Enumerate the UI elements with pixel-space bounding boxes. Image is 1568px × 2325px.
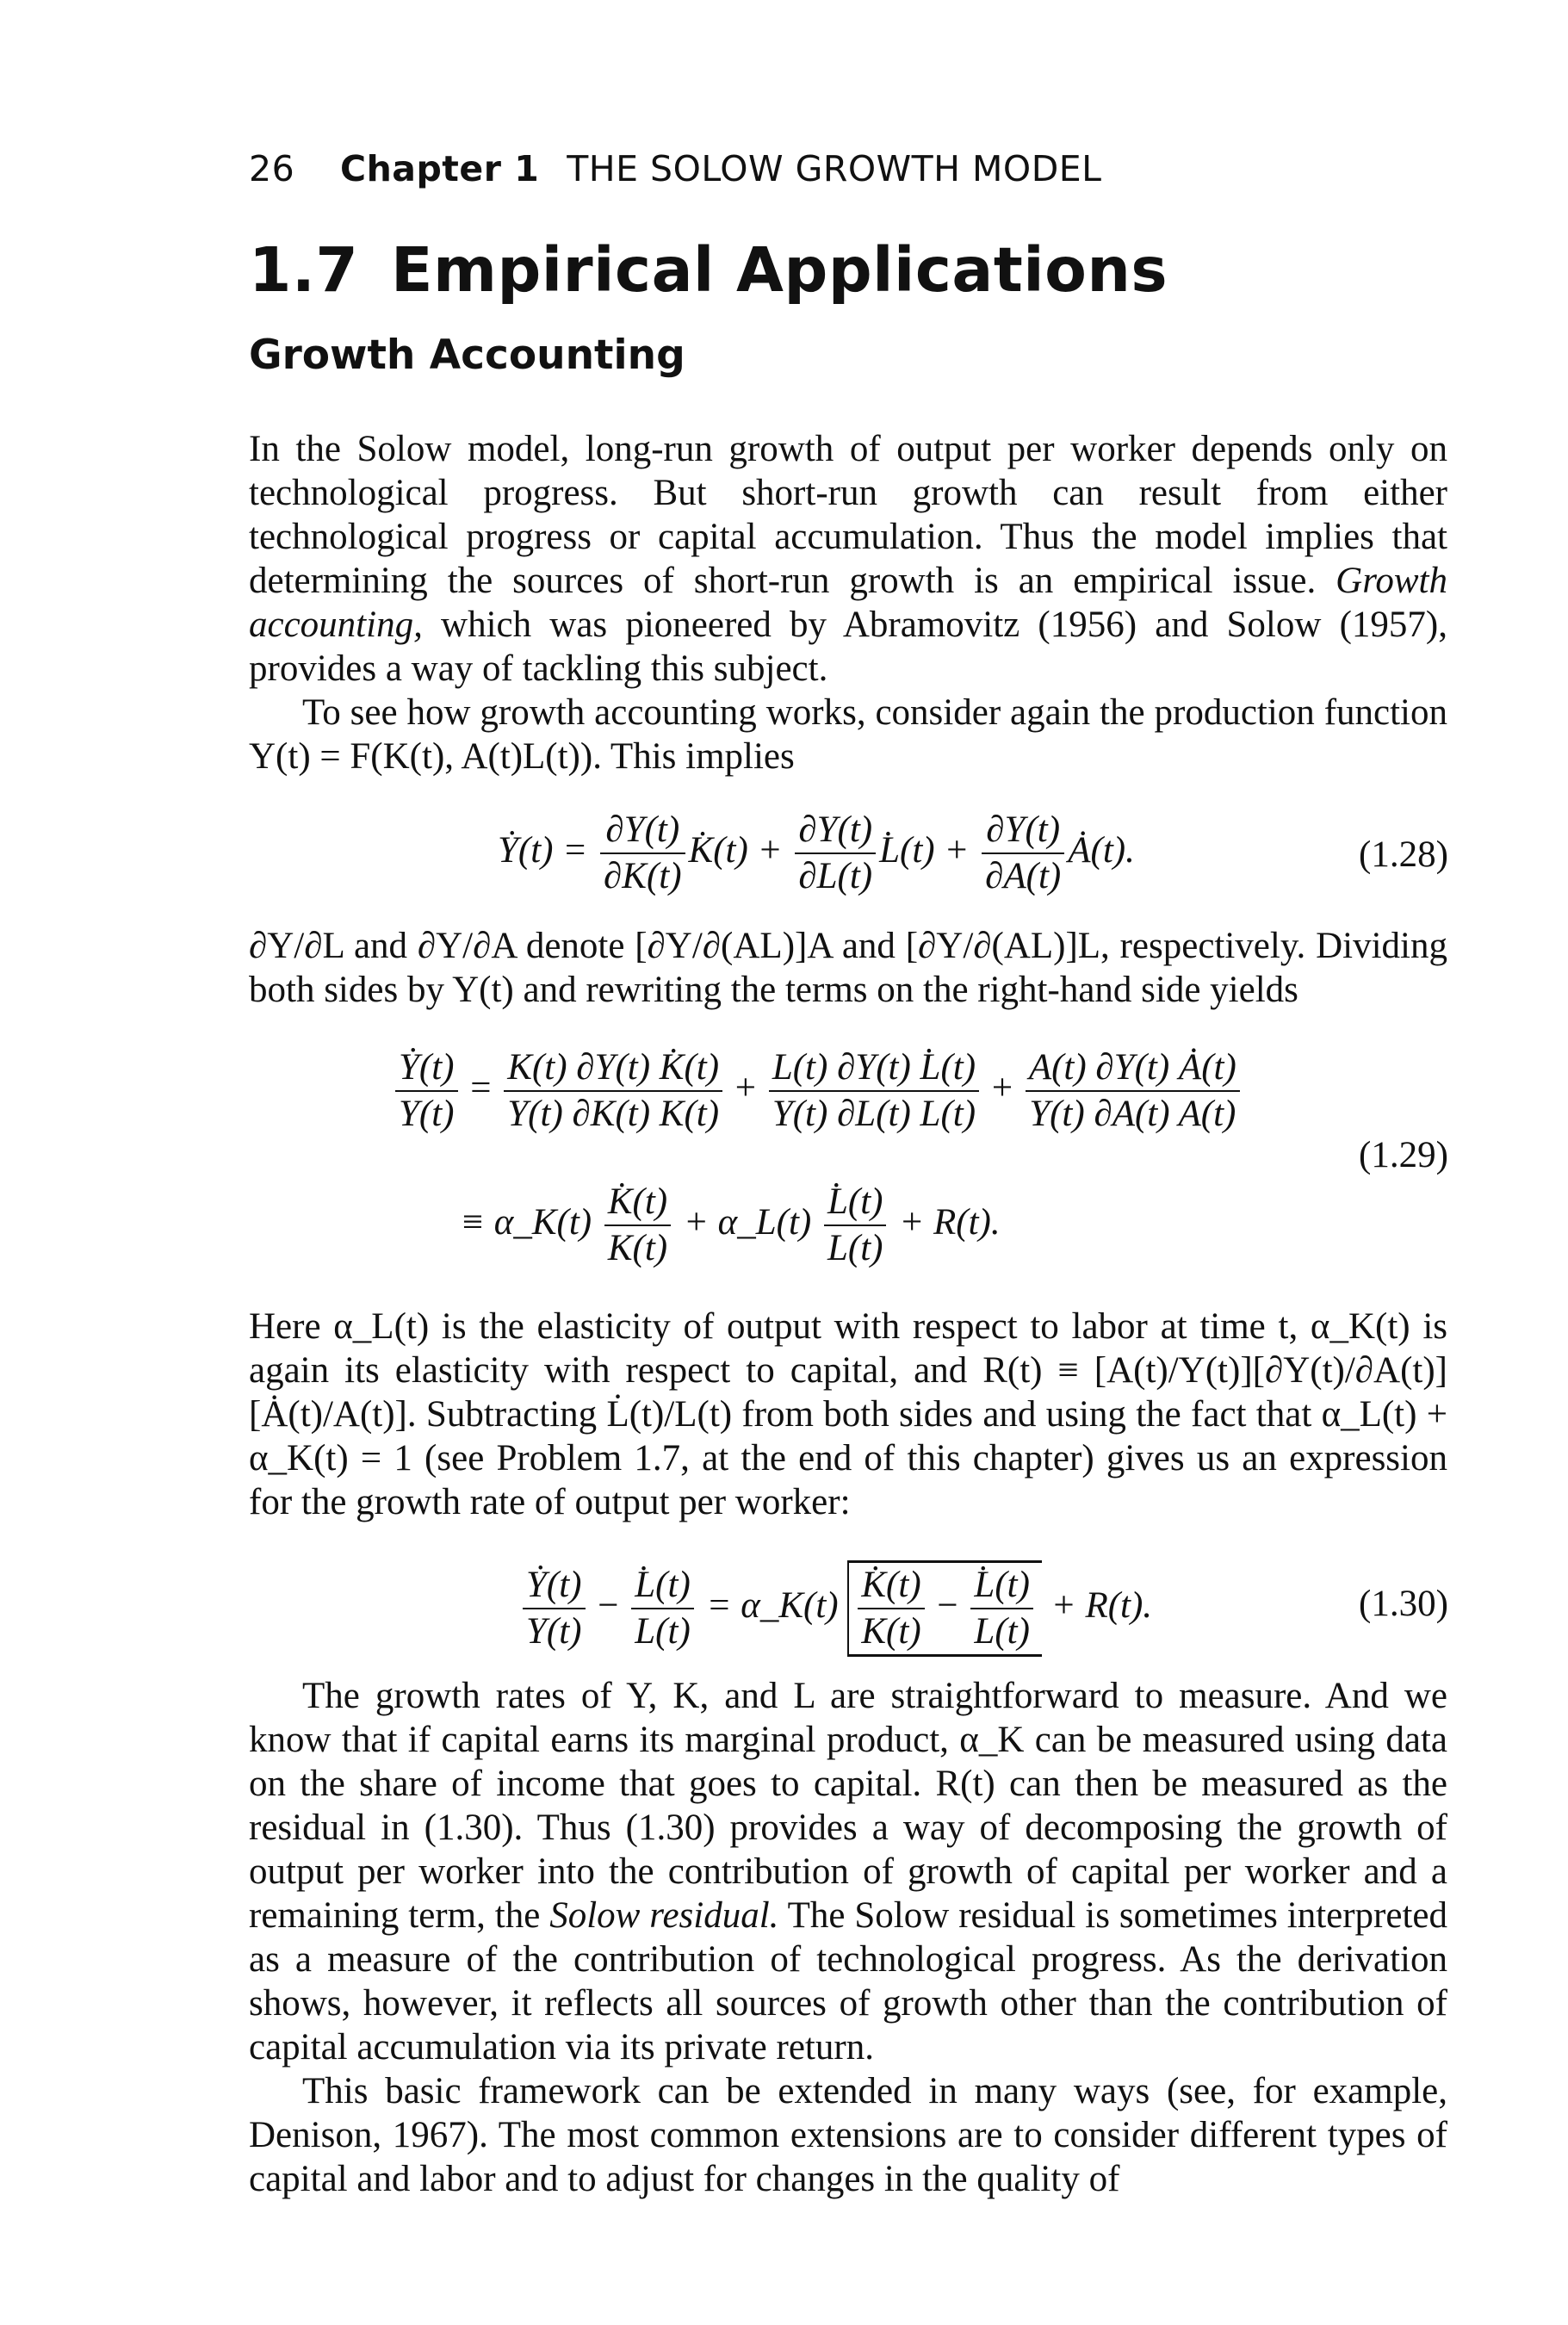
page-number: 26: [249, 148, 295, 189]
eq128-lhs: Ẏ(t) =: [498, 829, 588, 871]
body-block-4: [249, 1674, 1447, 2201]
eq128-term3-frac: $\frac{\partial Y(t)}{\partial A(t)}$: [982, 808, 1064, 899]
paragraph-intro: In the Solow model, long-run growth of output per worker depends only on technological progress. But short-run growth can result from either technological progress or capital accumulation. Thus the model implies that determining the sources of short-run growth is an empirical issue. Growth accounting, which was pioneered by Abramovitz (1956) and Solow (1957), provides a way of tackling this subject.: [249, 429, 1447, 689]
section-heading: Empirical Applications: [391, 234, 1168, 306]
paragraph-extensions: This basic framework can be extended in many ways (see, for example, Denison, 1967). The most common extensions are to consider different types of capital and labor and to adjust for changes in the quality of: [249, 2071, 1447, 2199]
paragraph-production-function: To see how growth accounting works, consider again the production function Y(t) = F(K(t), A(t)L(t)). This implies: [249, 692, 1447, 777]
equation-number-1-30: (1.30): [1359, 1584, 1448, 1624]
eq130-labor-growth: $\frac{L̇(t)}{L(t)}$: [631, 1563, 694, 1654]
eq128-term1-frac: $\frac{\partial Y(t)}{\partial K(t)}$: [600, 808, 685, 899]
running-head: [249, 148, 1102, 189]
eq129-labor-growth: $\frac{L̇(t)}{L(t)}$: [824, 1180, 887, 1271]
section-title: [249, 234, 1168, 306]
paragraph-dividing: ∂Y/∂L and ∂Y/∂A denote [∂Y/∂(AL)]A and [∂Y/∂(AL)]L, respectively. Dividing both sides by Y(t) and rewriting the terms on the right-hand side yields: [249, 926, 1447, 1010]
eq129-technology-term: $\frac{A(t) \partial Y(t) Ȧ(t)}{Y(t) \partial A(t) A(t)}$: [1026, 1045, 1240, 1137]
eq129-capital-growth: $\frac{K̇(t)}{K(t)}$: [604, 1180, 671, 1271]
eq129-lhs-frac: $\frac{\text{Ẏ(t)}}{Y(t)}$: [395, 1045, 458, 1137]
chapter-label: Chapter 1: [340, 148, 540, 189]
eq128-term2-frac: $\frac{\partial Y(t)}{\partial L(t)}$: [795, 808, 876, 899]
term-solow-residual: Solow residual.: [549, 1895, 779, 1936]
body-block-2: [249, 924, 1447, 1012]
eq129-labor-term: $\frac{L(t) \partial Y(t) L̇(t)}{Y(t) \partial L(t) L(t)}$: [769, 1045, 979, 1137]
equation-1-29-line2: ≡ α_K(t) $\frac{K̇(t)}{K(t)}$ + α_L(t) $\frac{L̇(t)}{L(t)}$ + R(t).: [460, 1180, 1001, 1271]
eq130-output-growth: $\frac{\text{Ẏ(t)}}{Y(t)}$: [523, 1563, 586, 1654]
body-block-1: [249, 427, 1447, 778]
eq130-bracket: $\frac{K̇(t)}{K(t)}$ − $\frac{L̇(t)}{L(t)}$: [847, 1560, 1042, 1657]
equation-1-29-line1: $\frac{\text{Ẏ(t)}}{Y(t)}$ = $\frac{K(t) \partial Y(t) K̇(t)}{Y(t) \partial K(t) K(t)}$ + $\frac{L(t) \partial Y(t) L̇(t)}{Y(t) \partial L(t) L(t)}$ + $\frac{A(t) \partial Y(t) Ȧ(t)}{Y(t) \partial A(t) A(t)}$: [392, 1045, 1243, 1137]
equation-1-28: Ẏ(t) = $\frac{\partial Y(t)}{\partial K(t)}$ K̇(t) + $\frac{\partial Y(t)}{\partial L(t)}$ L̇(t) + $\frac{\partial Y(t)}{\partial A(t)}$ Ȧ(t).: [498, 808, 1135, 899]
term-growth-accounting: Growth accounting,: [249, 561, 1447, 645]
paragraph-solow-residual: The growth rates of Y, K, and L are straightforward to measure. And we know that if capital earns its marginal product, α_K can be measured using data on the share of income that goes to capital. R(t) can then be measured as the residual in (1.30). Thus (1.30) provides a way of decomposing the growth of output per worker into the contribution of growth of capital per worker and a remaining term, the Solow residual. The Solow residual is sometimes interpreted as a measure of the contribution of technological progress. As the derivation shows, however, it reflects all sources of growth other than the contribution of capital accumulation via its private return.: [249, 1676, 1447, 2068]
eq130-capital-growth: $\frac{K̇(t)}{K(t)}$: [858, 1563, 924, 1654]
paragraph-elasticities: Here α_L(t) is the elasticity of output with respect to labor at time t, α_K(t) is again its elasticity with respect to capital, and R(t) ≡ [A(t)/Y(t)][∂Y(t)/∂A(t)][Ȧ(t)/A(t)]. Subtracting L̇(t)/L(t) from both sides and using the fact that α_L(t) + α_K(t) = 1 (see Problem 1.7, at the end of this chapter) gives us an expression for the growth rate of output per worker:: [249, 1306, 1447, 1522]
equation-number-1-29: (1.29): [1359, 1135, 1448, 1175]
eq129-capital-term: $\frac{K(t) \partial Y(t) K̇(t)}{Y(t) \partial K(t) K(t)}$: [504, 1045, 722, 1137]
chapter-title: THE SOLOW GROWTH MODEL: [567, 148, 1102, 189]
eq130-labor-growth-2: $\frac{L̇(t)}{L(t)}$: [970, 1563, 1033, 1654]
section-number: 1.7: [249, 234, 359, 306]
subsection-title: Growth Accounting: [249, 332, 685, 379]
body-block-3: [249, 1305, 1447, 1524]
equation-number-1-28: (1.28): [1359, 834, 1448, 875]
equation-1-30: $\frac{\text{Ẏ(t)}}{Y(t)}$ − $\frac{L̇(t)}{L(t)}$ = α_K(t) $\frac{K̇(t)}{K(t)}$ − $\frac{L̇(t)}{L(t)}$ + R(t).: [519, 1560, 1152, 1657]
